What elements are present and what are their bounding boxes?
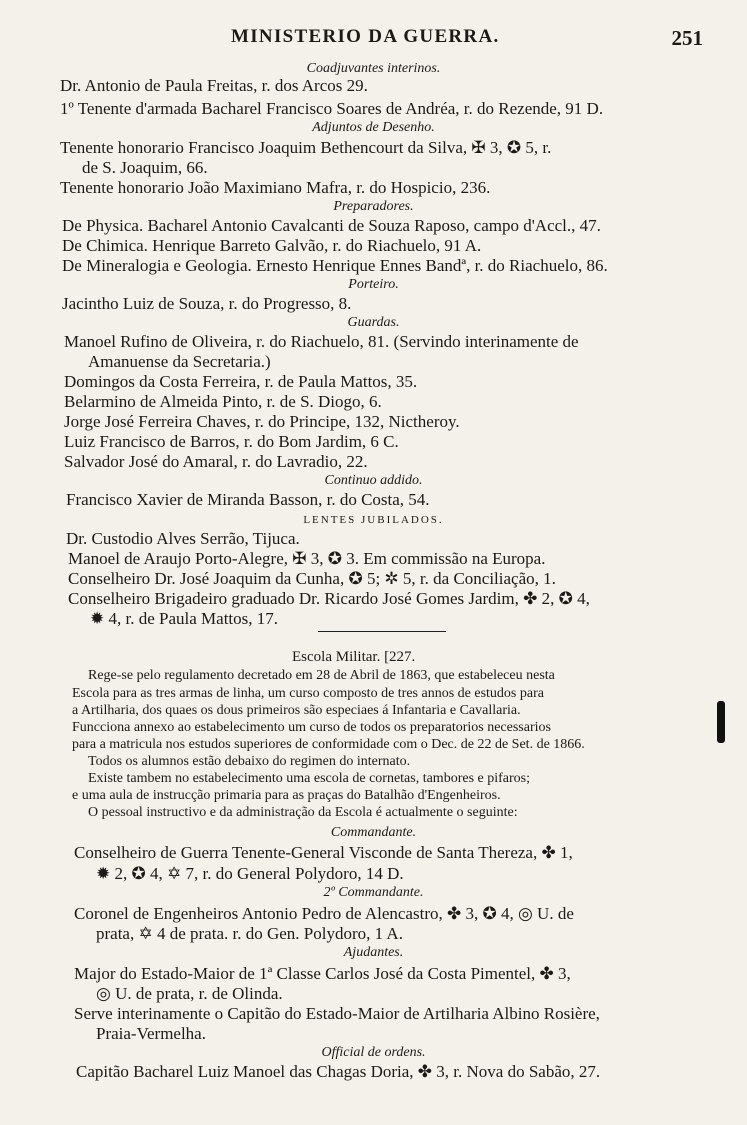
text-line: a Artilharia, dos quaes os dous primeiros são especiaes á Infantaria e Cavallaria. [72,703,521,718]
text-line: de S. Joaquim, 66. [82,158,208,177]
text-line: Capitão Bacharel Luiz Manoel das Chagas Doria, ✤ 3, r. Nova do Sabão, 27. [76,1062,601,1081]
text-line: Jorge José Ferreira Chaves, r. do Principe, 132, Nictheroy. [64,412,460,431]
text-line: De Mineralogia e Geologia. Ernesto Henrique Ennes Bandª, r. do Riachuelo, 86. [62,256,608,275]
text-line: Manoel Rufino de Oliveira, r. do Riachuelo, 81. (Servindo interinamente de [64,332,579,351]
text-line: para a matricula nos estudos superiores de conformidade com o Dec. de 22 de Set. de 1866. [72,737,585,752]
text-line: Ajudantes. [343,945,404,960]
text-line: Funcciona annexo ao estabelecimento um curso de todos os preparatorios necessarios [72,720,551,735]
text-line: Escola para as tres armas de linha, um curso composto de tres annos de estudos para [72,686,544,701]
section-divider [318,631,446,632]
text-line: Conselheiro Brigadeiro graduado Dr. Ricardo José Gomes Jardim, ✤ 2, ✪ 4, [68,589,590,608]
text-line: 2º Commandante. [323,885,424,900]
text-line: Jacintho Luiz de Souza, r. do Progresso, 8. [62,294,352,313]
text-line: Manoel de Araujo Porto-Alegre, ✠ 3, ✪ 3. Em commissão na Europa. [68,549,546,568]
text-line: Official de ordens. [321,1045,426,1060]
text-line: Praia-Vermelha. [96,1024,206,1043]
text-line: Tenente honorario João Maximiano Mafra, r. do Hospicio, 236. [60,178,491,197]
text-line: Domingos da Costa Ferreira, r. de Paula Mattos, 35. [64,372,418,391]
text-line: ◎ U. de prata, r. de Olinda. [96,984,283,1003]
text-line: Coadjuvantes interinos. [306,61,441,76]
text-line: Adjuntos de Desenho. [312,120,435,135]
text-line: Major do Estado-Maior de 1ª Classe Carlos José da Costa Pimentel, ✤ 3, [74,964,571,983]
text-line: Belarmino de Almeida Pinto, r. de S. Diogo, 6. [64,392,382,411]
text-line: Dr. Custodio Alves Serrão, Tijuca. [66,529,300,548]
text-line: LENTES JUBILADOS. [303,514,444,526]
text-line: Todos os alumnos estão debaixo do regimen do internato. [88,754,411,769]
text-line: Salvador José do Amaral, r. do Lavradio, 22. [64,452,368,471]
text-line: Francisco Xavier de Miranda Basson, r. do Costa, 54. [66,490,430,509]
text-line: Commandante. [330,825,417,840]
running-title: MINISTERIO DA GUERRA. [231,26,500,47]
text-line: Conselheiro Dr. José Joaquim da Cunha, ✪ 5; ✲ 5, r. da Conciliação, 1. [68,569,556,588]
text-line: Coronel de Engenheiros Antonio Pedro de Alencastro, ✤ 3, ✪ 4, ◎ U. de [74,904,574,923]
text-line: O pessoal instructivo e da administração da Escola é actualmente o seguinte: [88,805,518,820]
text-line: Dr. Antonio de Paula Freitas, r. dos Arcos 29. [60,76,368,95]
text-line: De Chimica. Henrique Barreto Galvão, r. do Riachuelo, 91 A. [62,236,482,255]
page-header [0,26,747,50]
text-line: Luiz Francisco de Barros, r. do Bom Jardim, 6 C. [64,432,399,451]
text-line: De Physica. Bacharel Antonio Cavalcanti de Souza Raposo, campo d'Accl., 47. [62,216,601,235]
text-line: Existe tambem no estabelecimento uma escola de cornetas, tambores e pifaros; [88,771,531,786]
page-number: 251 [671,26,703,50]
margin-ink-mark [717,701,725,743]
text-line: Porteiro. [348,277,399,292]
text-line: Preparadores. [333,199,414,214]
text-line: e uma aula de instrucção primaria para as praças do Batalhão d'Engenheiros. [72,788,501,803]
text-line: Escola Militar. [227. [292,649,416,665]
text-line: ✹ 4, r. de Paula Mattos, 17. [90,609,279,628]
text-line: 1º Tenente d'armada Bacharel Francisco Soares de Andréa, r. do Rezende, 91 D. [60,99,604,118]
text-line: prata, ✡ 4 de prata. r. do Gen. Polydoro, 1 A. [96,924,403,943]
text-line: Rege-se pelo regulamento decretado em 28 de Abril de 1863, que estabeleceu nesta [88,668,555,683]
text-line: Tenente honorario Francisco Joaquim Bethencourt da Silva, ✠ 3, ✪ 5, r. [60,138,552,157]
text-line: Serve interinamente o Capitão do Estado-Maior de Artilharia Albino Rosière, [74,1004,600,1023]
text-line: Guardas. [347,315,400,330]
text-line: Amanuense da Secretaria.) [88,352,271,371]
text-line: ✹ 2, ✪ 4, ✡ 7, r. do General Polydoro, 14 D. [96,864,404,883]
text-line: Conselheiro de Guerra Tenente-General Visconde de Santa Thereza, ✤ 1, [74,843,573,862]
text-line: Continuo addido. [324,473,423,488]
